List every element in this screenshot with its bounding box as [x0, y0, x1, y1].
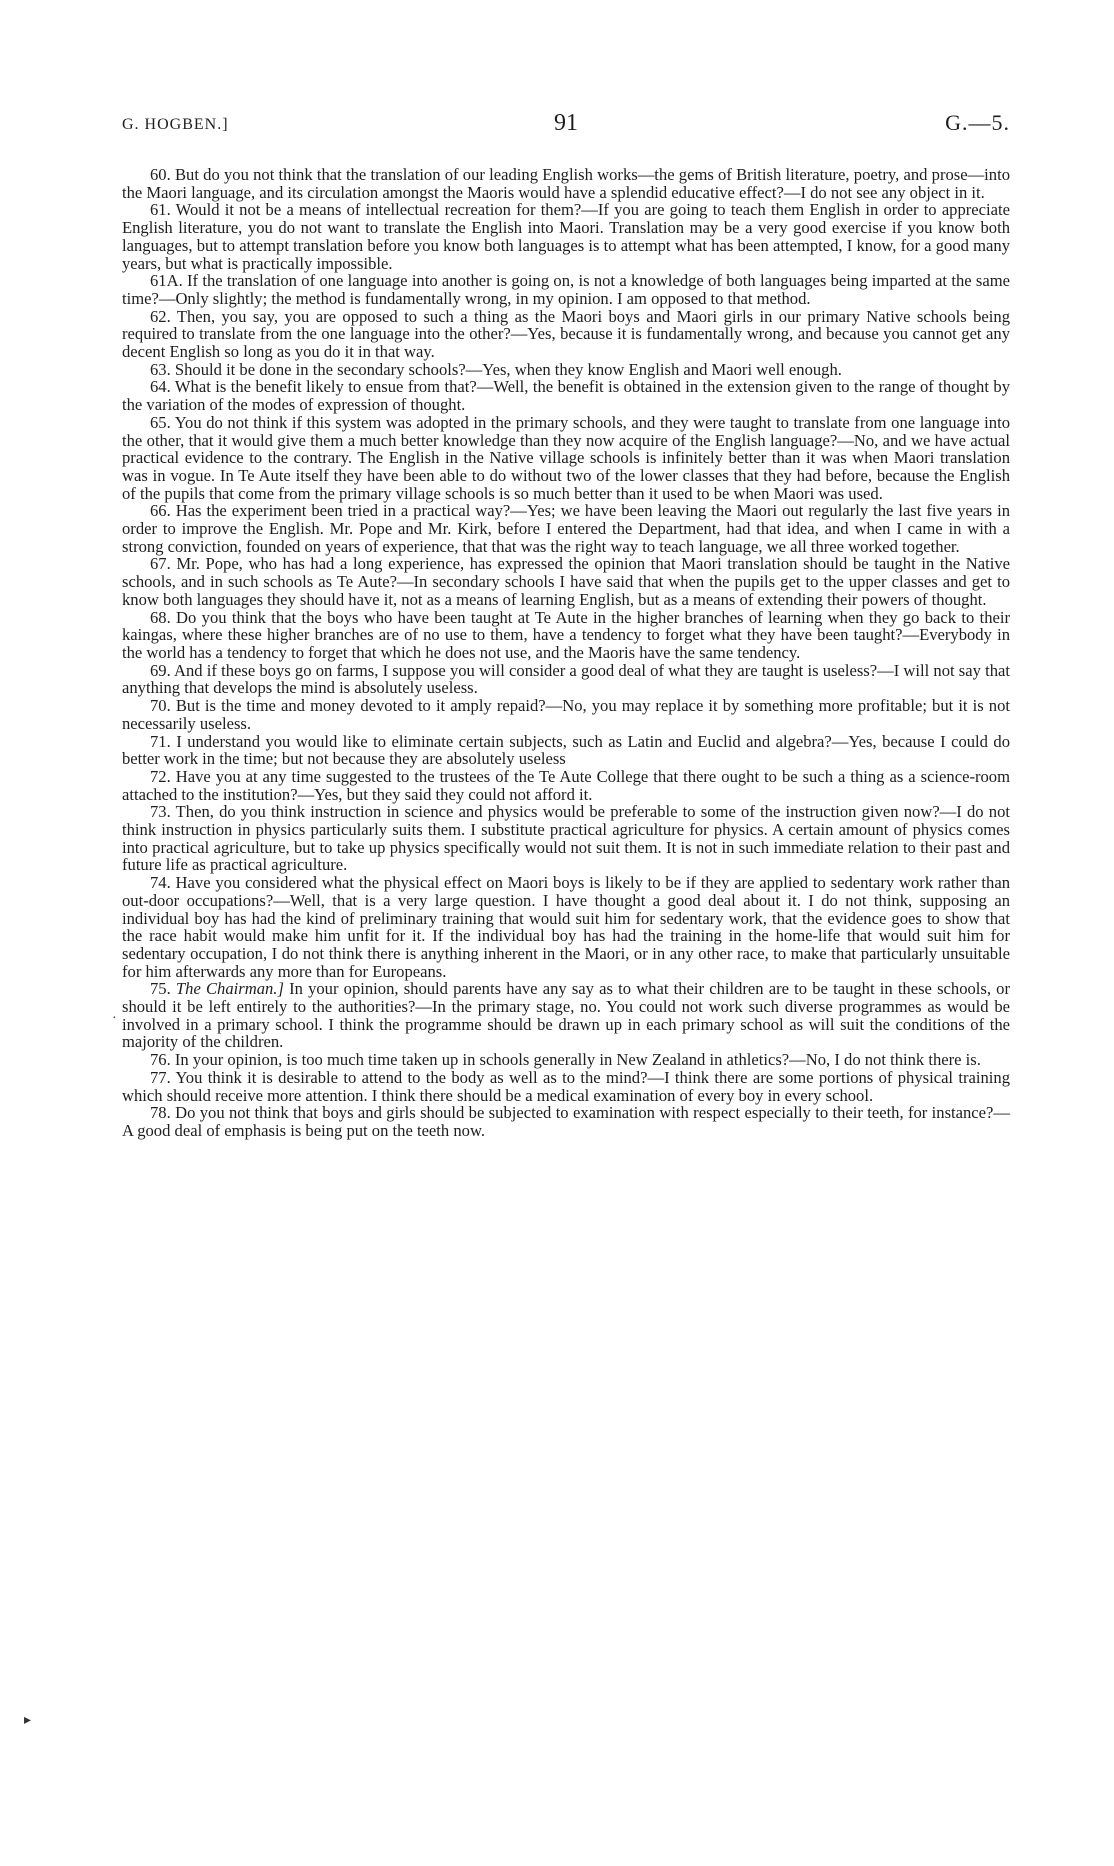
question-78: 78. Do you not think that boys and girls should be subjected to examination with respect especially to their teeth, for instance?—A good deal of emphasis is being put on the teeth now. [122, 1103, 1010, 1140]
question-70: 70. But is the time and money devoted to it amply repaid?—No, you may replace it by something more profitable; but it is not necessarily useless. [122, 696, 1010, 733]
question-60: 60. But do you not think that the translation of our leading English works—the gems of British literature, poetry, and prose—into the Maori language, and its circulation amongst the Maoris would have a splendid educative effect?—I do not see any object in it. [122, 165, 1010, 202]
question-65: 65. You do not think if this system was adopted in the primary schools, and they were taught to translate from one language into the other, that it would give them a much better knowledge than they now acquire of the English language?—No, and we have actual practical evidence to the contrary. The English in the Native village schools is infinitely better than it was when Maori translation was in vogue. In Te Aute itself they have been able to do without two of the lower classes that they had before, because the English of the pupils that come from the primary village schools is so much better than it used to be when Maori was used. [122, 412, 1010, 503]
question-69: 69. And if these boys go on farms, I suppose you will consider a good deal of what they are taught is useless?—I will not say that anything that develops the mind is absolutely useless. [122, 660, 1010, 698]
question-73: 73. Then, do you think instruction in science and physics would be preferable to some of the instruction given now?—I do not think instruction in physics particularly suits them. I substitute practical agriculture for physics. A certain amount of physics comes into practical agriculture, but to take up physics specifically would not suit them. It is not in such immediate relation to their past and future life as practical agriculture. [122, 802, 1010, 875]
question-64: 64. What is the benefit likely to ensue from that?—Well, the benefit is obtained in the extension given to the range of thought by the variation of the modes of expression of thought. [122, 377, 1010, 415]
running-header [122, 110, 1010, 140]
question-72: 72. Have you at any time suggested to the trustees of the Te Aute College that there ought to be such a thing as a science-room attached to the institution?—Yes, but they said they could not afford it. [122, 766, 1010, 804]
question-61a: 61A. If the translation of one language into another is going on, is not a knowledge of both languages being imparted at the same time?—Only slightly; the method is fundamentally wrong, in my opinion. I am opposed to that method. [122, 271, 1010, 308]
scan-speck: ▸ [24, 1713, 32, 1728]
evidence-text [122, 166, 1010, 1140]
question-63: 63. Should it be done in the secondary schools?—Yes, when they know English and Maori well enough. [150, 359, 842, 379]
question-76: 76. In your opinion, is too much time taken up in schools generally in New Zealand in athletics?—No, I do not think there is. [150, 1050, 981, 1070]
question-75: 75. The Chairman.] In your opinion, should parents have any say as to what their children are to be taught in these schools, or should it be left entirely to the authorities?—In the primary stage, no. You could not work such diverse programmes as would be involved in a primary school. I think the programme should be drawn up in each primary school as will suit the conditions of the majority of the children. [122, 979, 1011, 1052]
question-67: 67. Mr. Pope, who has had a long experience, has expressed the opinion that Maori translation should be taught in the Native schools, and in such schools as Te Aute?—In secondary schools I have said that when the pupils get to the upper classes and get to know both languages they should have it, not as a means of learning English, but as a means of extending their powers of thought. [122, 554, 1010, 609]
document-reference: G.—5. [945, 110, 1010, 135]
question-66: 66. Has the experiment been tried in a practical way?—Yes; we have been leaving the Maori out regularly the last five years in order to improve the English. Mr. Pope and Mr. Kirk, before I entered the Department, had that idea, and when I came in with a strong conviction, founded on years of experience, that that was the right way to teach language, we all three worked together. [122, 501, 1010, 556]
question-62: 62. Then, you say, you are opposed to such a thing as the Maori boys and Maori girls in our primary Native schools being required to translate from the one language into the other?—Yes, because it is fundamentally wrong, and because you cannot get any decent English so long as you do it in that way. [122, 306, 1010, 362]
question-61: 61. Would it not be a means of intellectual recreation for them?—If you are going to teach them English in order to appreciate English literature, you do not want to translate the English into Maori. Translation may be a very good exercise if you know both languages, but to attempt translation before you know both languages is to attempt what has been attempted, I know, for a good many years, but what is practically impossible. [122, 200, 1010, 273]
question-68: 68. Do you think that the boys who have been taught at Te Aute in the higher branches of learning when they go back to their kaingas, where these higher branches are of no use to them, have a tendency to forget what they have been taught?—Everybody in the world has a tendency to forget that which he does not use, and the Maoris have the same tendency. [122, 607, 1010, 662]
question-77: 77. You think it is desirable to attend to the body as well as to the mind?—I think there are some portions of physical training which should receive more attention. I think there should be a medical examination of every boy in every school. [122, 1067, 1010, 1105]
page-number: 91 [554, 110, 578, 136]
question-71: 71. I understand you would like to eliminate certain subjects, such as Latin and Euclid and algebra?—Yes, because I could do better work in the time; but not because they are absolutely useless [122, 731, 1010, 769]
question-74: 74. Have you considered what the physical effect on Maori boys is likely to be if they are applied to sedentary work rather than out-door occupations?—Well, that is a very large question. I have thought a good deal about it. I do not think, supposing an individual boy has had the kind of preliminary training that would suit him for sedentary work, that the evidence goes to show that the race habit would make him unfit for it. If the individual boy has had the training in the home-life that would suit him for sedentary occupation, I do not think there is anything inherent in the Maori, or in any other race, to make that particularly unsuitable for him afterwards any more than for Europeans. [122, 873, 1010, 981]
witness-name: G. HOGBEN.] [122, 116, 229, 133]
speaker-label: The Chairman.] [175, 979, 284, 999]
scan-speck: · [112, 1011, 117, 1026]
